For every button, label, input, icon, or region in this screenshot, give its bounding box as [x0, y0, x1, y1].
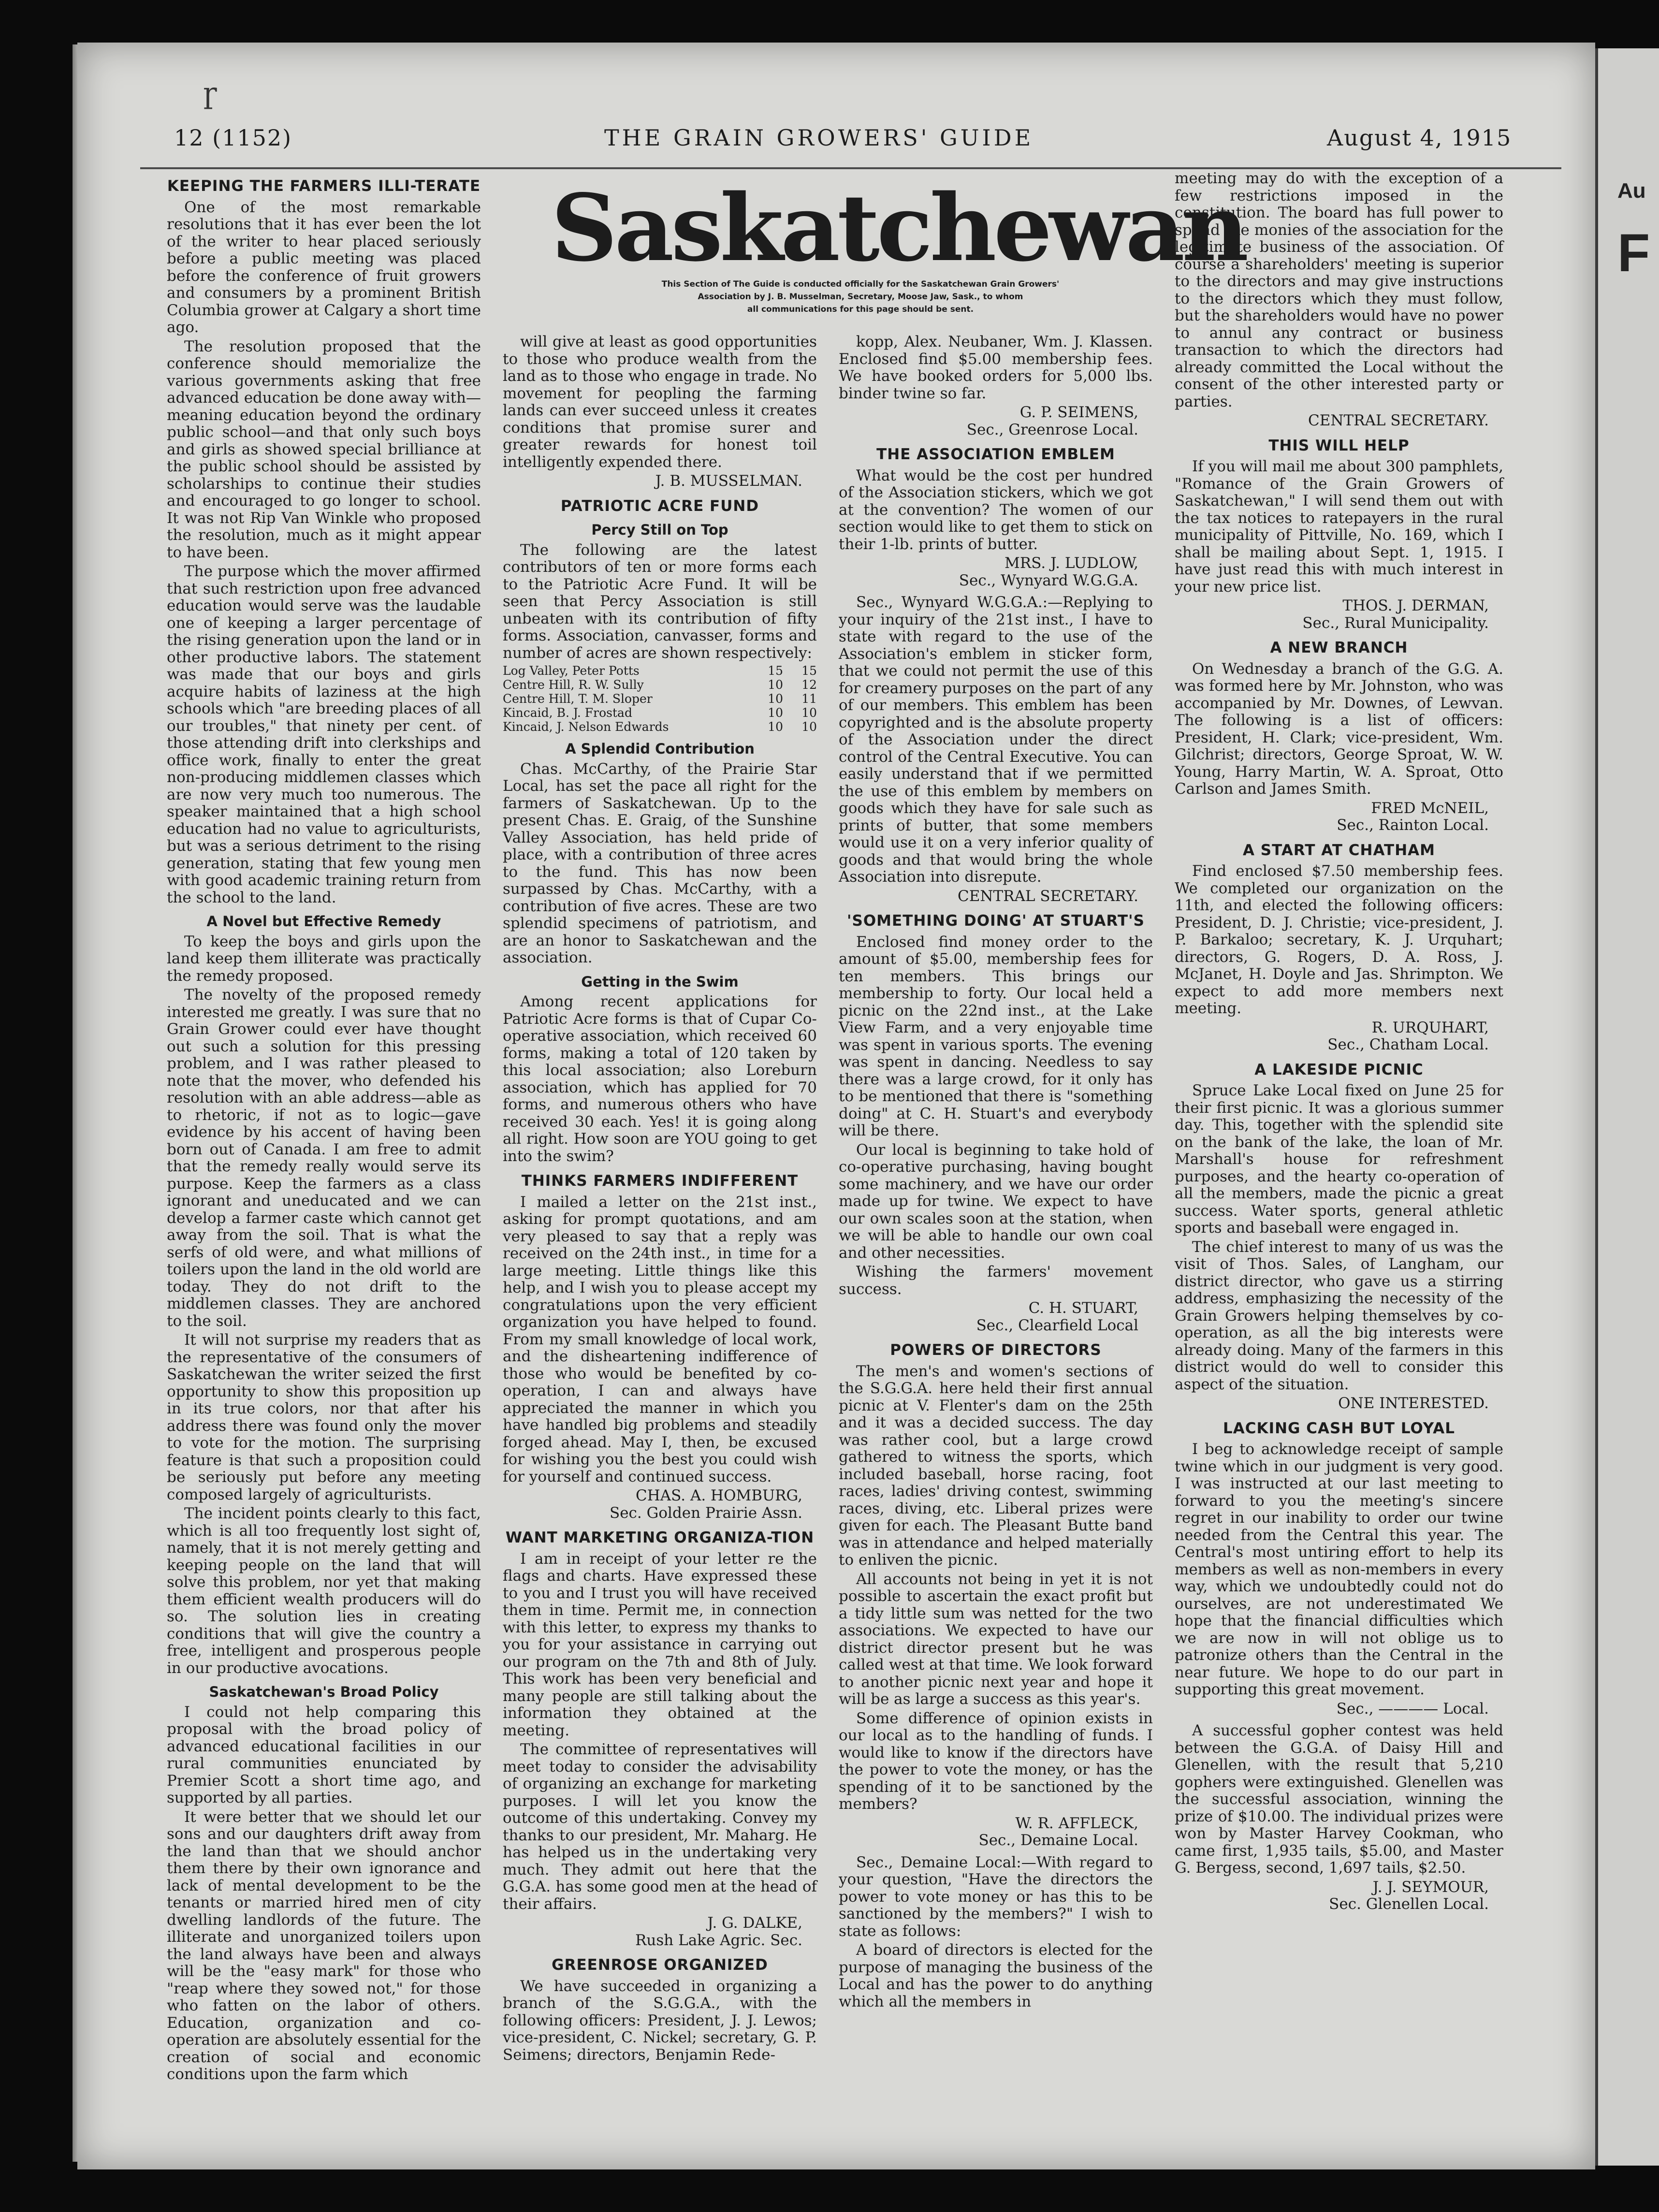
signature: Sec., Rural Municipality.: [1302, 614, 1489, 632]
signature: Sec. Glenellen Local.: [1329, 1895, 1489, 1913]
article-paragraph: Our local is beginning to take hold of co-operative purchasing, having bought some machinery, and we have our order made up for twine. We expect to have our own scales soon at the station, when we will be able to handle our own coal and other necessities.: [839, 1141, 1153, 1262]
article-paragraph: The purpose which the mover affirmed that such restriction upon free advanced education would serve was the laudable one of keeping a larger percentage of the rising generation upon the land or in other productive labors. The statement was made that our boys and girls acquire habits of laziness at the high schools which "are breeding places of all our troubles," that ninety per cent. of those attending drift into clerkships and office work, finally to enter the great non-producing middlemen classes which are now very much too numerous. The speaker maintained that a high school education had no value to agriculturists, but was a serious detriment to the rising generation, stating that few young men with good academic training return from the school to the land.: [167, 563, 481, 906]
signature: Sec., ———— Local.: [1336, 1700, 1489, 1717]
article-paragraph: To keep the boys and girls upon the land keep them illiterate was practically the remedy proposed.: [167, 932, 481, 985]
article-paragraph: It were better that we should let our sons and our daughters drift away from the land than that we should anchor them there by their own ignorance and lack of mental development to be the tenants or married hired men of city dwelling landlords of the future. The illiterate and unorganized toilers upon the land always have been and always will be the "easy mark" for those who "reap where they sowed not," for those who fatten on the labor of others. Education, organization and co-operation are absolutely essential for the creation of social and economic conditions upon the farm which: [167, 1808, 481, 2083]
article-heading: 'SOMETHING DOING' AT STUART'S: [847, 912, 1145, 930]
article-paragraph: If you will mail me about 300 pamphlets, "Romance of the Grain Growers of Saskatchewan," I will send them out with the tax notices to ratepayers in the rural municipality of Pittville, No. 169, which I shall be mailing about Sept. 1, 1915. I have just read this with much interest in your new price list.: [1175, 458, 1503, 596]
article-heading: GREENROSE ORGANIZED: [552, 1956, 768, 1974]
adjacent-page-fragment: [1595, 48, 1659, 2166]
header-rule: [140, 167, 1561, 169]
article-heading: WANT MARKETING ORGANIZA-TION: [505, 1529, 815, 1546]
table-cell: Centre Hill, R. W. Sully: [503, 678, 644, 692]
column-1: [167, 170, 481, 2085]
table-cell: Kincaid, J. Nelson Edwards: [503, 720, 669, 734]
adjacent-page-heading: F: [1617, 223, 1650, 283]
signature: Sec., Demaine Local.: [978, 1832, 1138, 1849]
article-paragraph: The men's and women's sections of the S.G.G.A. here held their first annual picnic at V. Flenter's dam on the 25th and it was a decided success. The day was rather cool, but a large crowd gathered to witness the sports, which included baseball, horse racing, foot races, ladies' driving contest, swimming races, diving, etc. Liberal prizes were given for each. The Pleasant Butte band was in attendance and helped materially to enliven the picnic.: [839, 1362, 1153, 1569]
signature: J. B. MUSSELMAN.: [655, 472, 802, 490]
table-cell: 11: [801, 692, 817, 706]
contributors-table: [503, 664, 817, 734]
article-paragraph: The resolution proposed that the conference should memorialize the various governments asking that free advanced education be done away with—meaning education beyond the ordinary public school—and that only such boys and girls as showed special brilliance at the public school should be assisted by scholarships to continue their studies and encouraged to go longer to school. It was not Rip Van Winkle who proposed the resolution, much as it might appear to have been.: [167, 337, 481, 561]
article-paragraph: will give at least as good opportunities to those who produce wealth from the land as to those who engage in trade. No movement for peopling the farming lands can ever succeed unless it creates conditions that promise surer and greater rewards for honest toil intelligently expended there.: [503, 333, 817, 471]
article-paragraph: The chief interest to many of us was the visit of Thos. Sales, of Langham, our district director, who gave us a stirring address, emphasizing the necessity of the Grain Growers helping themselves by co-operation, as all the big interests were already doing. Many of the farmers in this district would do well to consider this aspect of the situation.: [1175, 1238, 1503, 1393]
adjacent-page-text: Au: [1617, 179, 1646, 203]
signature: CENTRAL SECRETARY.: [1308, 412, 1489, 429]
page-number: 12 (1152): [174, 125, 292, 151]
masthead-note-line: Association by J. B. Musselman, Secretary, Moose Jaw, Sask., to whom: [698, 292, 1023, 302]
article-paragraph: The committee of representatives will meet today to consider the advisability of organizing an exchange for marketing purposes. I will let you know the outcome of this undertaking. Convey my thanks to our president, Mr. Maharg. He has helped us in the undertaking very much. They admit out here that the G.G.A. has some good men at the head of their affairs.: [503, 1741, 817, 1913]
subheading: A Novel but Effective Remedy: [206, 913, 441, 930]
table-row: [503, 706, 817, 720]
table-cell: 12: [801, 678, 817, 692]
table-cell: 10: [768, 720, 783, 734]
signature: Sec., Rainton Local.: [1337, 816, 1489, 834]
article-heading: LACKING CASH BUT LOYAL: [1223, 1419, 1455, 1437]
table-row: [503, 720, 817, 734]
article-heading: POWERS OF DIRECTORS: [890, 1341, 1102, 1359]
table-row: [503, 692, 817, 706]
article-paragraph: The following are the latest contributors of ten or more forms each to the Patriotic Acre Fund. It will be seen that Percy Association is still unbeaten with its contribution of fifty forms. Association, canvasser, forms and number of acres are shown respectively:: [503, 541, 817, 662]
article-paragraph: A successful gopher contest was held between the G.G.A. of Daisy Hill and Glenellen, with the result that 5,210 gophers were extinguished. Glenellen was the successful association, winning the prize of $10.00. The individual prizes were won by Master Harvey Cookman, who came first, 1,935 tails, $5.00, and Master G. Bergess, second, 1,697 tails, $2.50.: [1175, 1722, 1503, 1877]
article-paragraph: One of the most remarkable resolutions that it has ever been the lot of the writer to hear placed seriously before a public meeting was placed before the conference of fruit growers and consumers by a prominent British Columbia grower at Calgary a short time ago.: [167, 198, 481, 336]
signature: G. P. SEIMENS,: [1019, 404, 1138, 421]
table-cell: 10: [768, 692, 783, 706]
column-3: [839, 334, 1153, 2012]
article-heading: KEEPING THE FARMERS ILLI-TERATE: [167, 177, 481, 195]
article-heading: A LAKESIDE PICNIC: [1254, 1061, 1424, 1078]
subheading: Percy Still on Top: [591, 522, 728, 538]
masthead-note-line: This Section of The Guide is conducted officially for the Saskatchewan Grain Growers': [661, 279, 1060, 289]
signature: THOS. J. DERMAN,: [1342, 597, 1489, 614]
table-cell: 15: [768, 664, 783, 678]
table-cell: 10: [801, 706, 817, 720]
table-row: [503, 678, 817, 692]
article-heading: A NEW BRANCH: [1270, 639, 1408, 656]
article-paragraph: I beg to acknowledge receipt of sample twine which in our judgment is very good. I was instructed at our last meeting to forward to you the meeting's sincere regret in our inability to order our twine needed from the Central this year. The Central's most untiring effort to help its members as well as non-members in every way, which we undoubtedly could not do ourselves, are not underestimated We hope that the financial difficulties which we are now in will not oblige us to patronize others than the Central in the near future. We hope to do our part in supporting this great movement.: [1175, 1441, 1503, 1698]
article-paragraph: kopp, Alex. Neubaner, Wm. J. Klassen. Enclosed find $5.00 membership fees. We have booked orders for 5,000 lbs. binder twine so far.: [839, 333, 1153, 402]
article-paragraph: Chas. McCarthy, of the Prairie Star Local, has set the pace all right for the farmers of Saskatchewan. Up to the present Chas. E. Graig, of the Sunshine Valley Association, has held pride of place, with a contribution of three acres to the fund. This has now been surpassed by Chas. McCarthy, with a contribution of five acres. These are two splendid specimens of patriotism, and are an honor to Saskatchewan and the association.: [503, 760, 817, 966]
signature: J. J. SEYMOUR,: [1372, 1878, 1489, 1896]
table-cell: 10: [768, 706, 783, 720]
table-cell: 15: [801, 664, 817, 678]
signature: Sec., Clearfield Local: [976, 1316, 1138, 1334]
signature: Sec., Greenrose Local.: [966, 421, 1138, 438]
article-paragraph: Sec., Demaine Local:—With regard to your question, "Have the directors the power to vote money or has this to be sanctioned by the members?" I wish to state as follows:: [839, 1853, 1153, 1940]
article-heading: THE ASSOCIATION EMBLEM: [876, 446, 1115, 463]
signature: R. URQUHART,: [1371, 1019, 1489, 1036]
signature: J. G. DALKE,: [707, 1914, 802, 1932]
masthead-note: [570, 278, 1150, 316]
article-paragraph: Wishing the farmers' movement success.: [839, 1263, 1153, 1298]
column-4: [1175, 170, 1503, 1918]
signature: Sec., Wynyard W.G.G.A.: [959, 571, 1138, 589]
article-paragraph: Some difference of opinion exists in our local as to the handling of funds. I would like to know if the directors have the power to vote the money, or has the spending of it to be sanctioned by the members?: [839, 1709, 1153, 1813]
article-paragraph: meeting may do with the exception of a few restrictions imposed in the constitution. The board has full power to spend the monies of the association for the legitimate business of the association. Of course a shareholders' meeting is superior to the directors and may give instructions to the directors which they must follow, but the shareholders would have no power to annul any contract or business transaction to which the directors had already committed the Local without the consent of the other interested party or parties.: [1175, 170, 1503, 410]
table-cell: 10: [768, 678, 783, 692]
signature: CENTRAL SECRETARY.: [958, 887, 1138, 905]
signature: ONE INTERESTED.: [1338, 1395, 1489, 1412]
section-masthead: Saskatchewan: [551, 174, 1246, 282]
table-cell: Log Valley, Peter Potts: [503, 664, 640, 678]
article-heading: PATRIOTIC ACRE FUND: [560, 497, 759, 515]
article-heading: A START AT CHATHAM: [1243, 841, 1435, 859]
article-paragraph: We have succeeded in organizing a branch of the S.G.G.A., with the following officers: President, J. J. Lewos; vice-president, C. Nickel; secretary, G. P. Seimens; directors, Benjamin Rede-: [503, 1977, 817, 2064]
article-paragraph: The novelty of the proposed remedy interested me greatly. I was sure that no Grain Grower could ever have thought out such a solution for this pressing problem, and I was rather pleased to note that the mover, who defended his resolution with an able address—able as to rhetoric, if not as to logic—gave evidence by his accent of having been born out of Canada. I am free to admit that the remedy really would serve its purpose. Keep the farmers as a class ignorant and uneducated and we can develop a farmer caste which cannot get away from the soil. That is what the serfs of old were, and what millions of toilers upon the land in the old world are today. They do not drift to the middlemen classes. They are anchored to the soil.: [167, 986, 481, 1330]
article-heading: THIS WILL HELP: [1268, 437, 1410, 454]
signature: MRS. J. LUDLOW,: [1004, 554, 1138, 572]
table-cell: 10: [801, 720, 817, 734]
table-cell: Kincaid, B. J. Frostad: [503, 706, 632, 720]
subheading: Saskatchewan's Broad Policy: [209, 1684, 439, 1700]
article-paragraph: I am in receipt of your letter re the flags and charts. Have expressed these to you and I trust you will have received them in time. Permit me, in connection with this letter, to express my thanks to you for your assistance in carrying out our program on the 7th and 8th of July. This work has been very beneficial and many people are still talking about the information they obtained at the meeting.: [503, 1550, 817, 1739]
signature: W. R. AFFLECK,: [1015, 1814, 1138, 1832]
signature: FRED McNEIL,: [1371, 799, 1489, 817]
article-paragraph: What would be the cost per hundred of the Association stickers, which we got at the convention? The women of our section would like to get them to stick on their 1-lb. prints of butter.: [839, 466, 1153, 553]
article-paragraph: All accounts not being in yet it is not possible to ascertain the exact profit but a tidy little sum was netted for the two associations. We expected to have our district director present but he was called west at that time. We look forward to another picnic next year and hope it will be as large a success as this year's.: [839, 1570, 1153, 1708]
article-heading: THINKS FARMERS INDIFFERENT: [521, 1172, 799, 1190]
article-paragraph: I could not help comparing this proposal with the broad policy of advanced educational facilities in our rural communities enunciated by Premier Scott a short time ago, and supported by all parties.: [167, 1703, 481, 1806]
article-paragraph: Spruce Lake Local fixed on June 25 for their first picnic. It was a glorious summer day. This, together with the splendid site on the bank of the lake, the loan of Mr. Marshall's house for refreshment purposes, and the hearty co-operation of all the members, made the picnic a great success. Water sports, general athletic sports and baseball were engaged in.: [1175, 1082, 1503, 1237]
article-paragraph: Sec., Wynyard W.G.G.A.:—Replying to your inquiry of the 21st inst., I have to state with regard to the use of the Association's emblem in sticker form, that we could not permit the use of this for creamery purposes on the part of any of our members. This emblem has been copyrighted and is the absolute property of the Association under the direct control of the Central Executive. You can easily understand that if we permitted the use of this emblem by members on goods which they have for sale such as prints of butter, that some members would use it on a very inferior quality of goods and that would bring the whole Association into disrepute.: [839, 594, 1153, 886]
signature: Rush Lake Agric. Sec.: [635, 1931, 802, 1949]
masthead-note-line: all communications for this page should be sent.: [747, 305, 974, 314]
article-paragraph: Find enclosed $7.50 membership fees. We completed our organization on the 11th, and elected the following officers: President, D. J. Christie; vice-president, J. P. Barkaloo; secretary, K. J. Urquhart; directors, G. Rogers, D. A. Ross, J. McJanet, H. Doyle and Jas. Shrimpton. We expect to add more members next meeting.: [1175, 862, 1503, 1017]
article-paragraph: It will not surprise my readers that as the representative of the consumers of Saskatchewan the writer seized the first opportunity to show this proposition up in its true colors, nor that after his address there was found only the mover to vote for the motion. The surprising feature is that such a proposition could be seriously put before any meeting composed largely of agriculturists.: [167, 1331, 481, 1503]
publication-title: THE GRAIN GROWERS' GUIDE: [604, 125, 1034, 151]
signature: Sec. Golden Prairie Assn.: [609, 1504, 802, 1522]
pencil-mark: ɼ: [203, 76, 217, 110]
table-cell: Centre Hill, T. M. Sloper: [503, 692, 653, 706]
table-row: [503, 664, 817, 678]
subheading: Getting in the Swim: [581, 973, 739, 990]
subheading: A Splendid Contribution: [565, 741, 755, 757]
article-paragraph: I mailed a letter on the 21st inst., asking for prompt quotations, and am very pleased to say that a reply was received on the 24th inst., in time for a large meeting. Little things like this help, and I wish you to please accept my congratulations upon the very efficient organization you have helped to found. From my small knowledge of local work, and the disheartening indifference of those who would be benefited by co-operation, I can and always have appreciated the manner in which you have handled big problems and steadily forged ahead. May I, then, be excused for wishing you the best you could wish for yourself and continued success.: [503, 1193, 817, 1485]
issue-date: August 4, 1915: [1327, 125, 1512, 151]
signature: C. H. STUART,: [1028, 1299, 1138, 1317]
signature: CHAS. A. HOMBURG,: [635, 1487, 802, 1504]
signature: Sec., Chatham Local.: [1327, 1036, 1489, 1053]
article-paragraph: A board of directors is elected for the purpose of managing the business of the Local and has the power to do anything which all the members in: [839, 1941, 1153, 2010]
article-paragraph: The incident points clearly to this fact, which is all too frequently lost sight of, namely, that it is not merely getting and keeping people on the land that will solve this problem, nor yet that making them efficient wealth producers will do so. The solution lies in creating conditions that will give the country a free, intelligent and prosperous people in our productive avocations.: [167, 1505, 481, 1677]
article-paragraph: On Wednesday a branch of the G.G. A. was formed here by Mr. Johnston, who was accompanied by Mr. Downes, of Lewvan. The following is a list of officers: President, H. Clark; vice-president, Wm. Gilchrist; directors, George Sproat, W. W. Young, Harry Martin, W. A. Sproat, Otto Carlson and James Smith.: [1175, 660, 1503, 798]
article-paragraph: Enclosed find money order to the amount of $5.00, membership fees for ten members. This brings our membership to forty. Our local held a picnic on the 22nd inst., at the Lake View Farm, and a very enjoyable time was spent in various sports. The evening was spent in dancing. Needless to say there was a large crowd, for it only has to be mentioned that there is "something doing" at C. H. Stuart's and everybody will be there.: [839, 933, 1153, 1139]
article-paragraph: Among recent applications for Patriotic Acre forms is that of Cupar Co-operative association, which received 60 forms, making a total of 120 taken by this local association; also Loreburn association, which has applied for 70 forms, and numerous others who have received 30 each. Yes! it is going along all right. How soon are YOU going to get into the swim?: [503, 993, 817, 1165]
column-2: [503, 334, 817, 2066]
